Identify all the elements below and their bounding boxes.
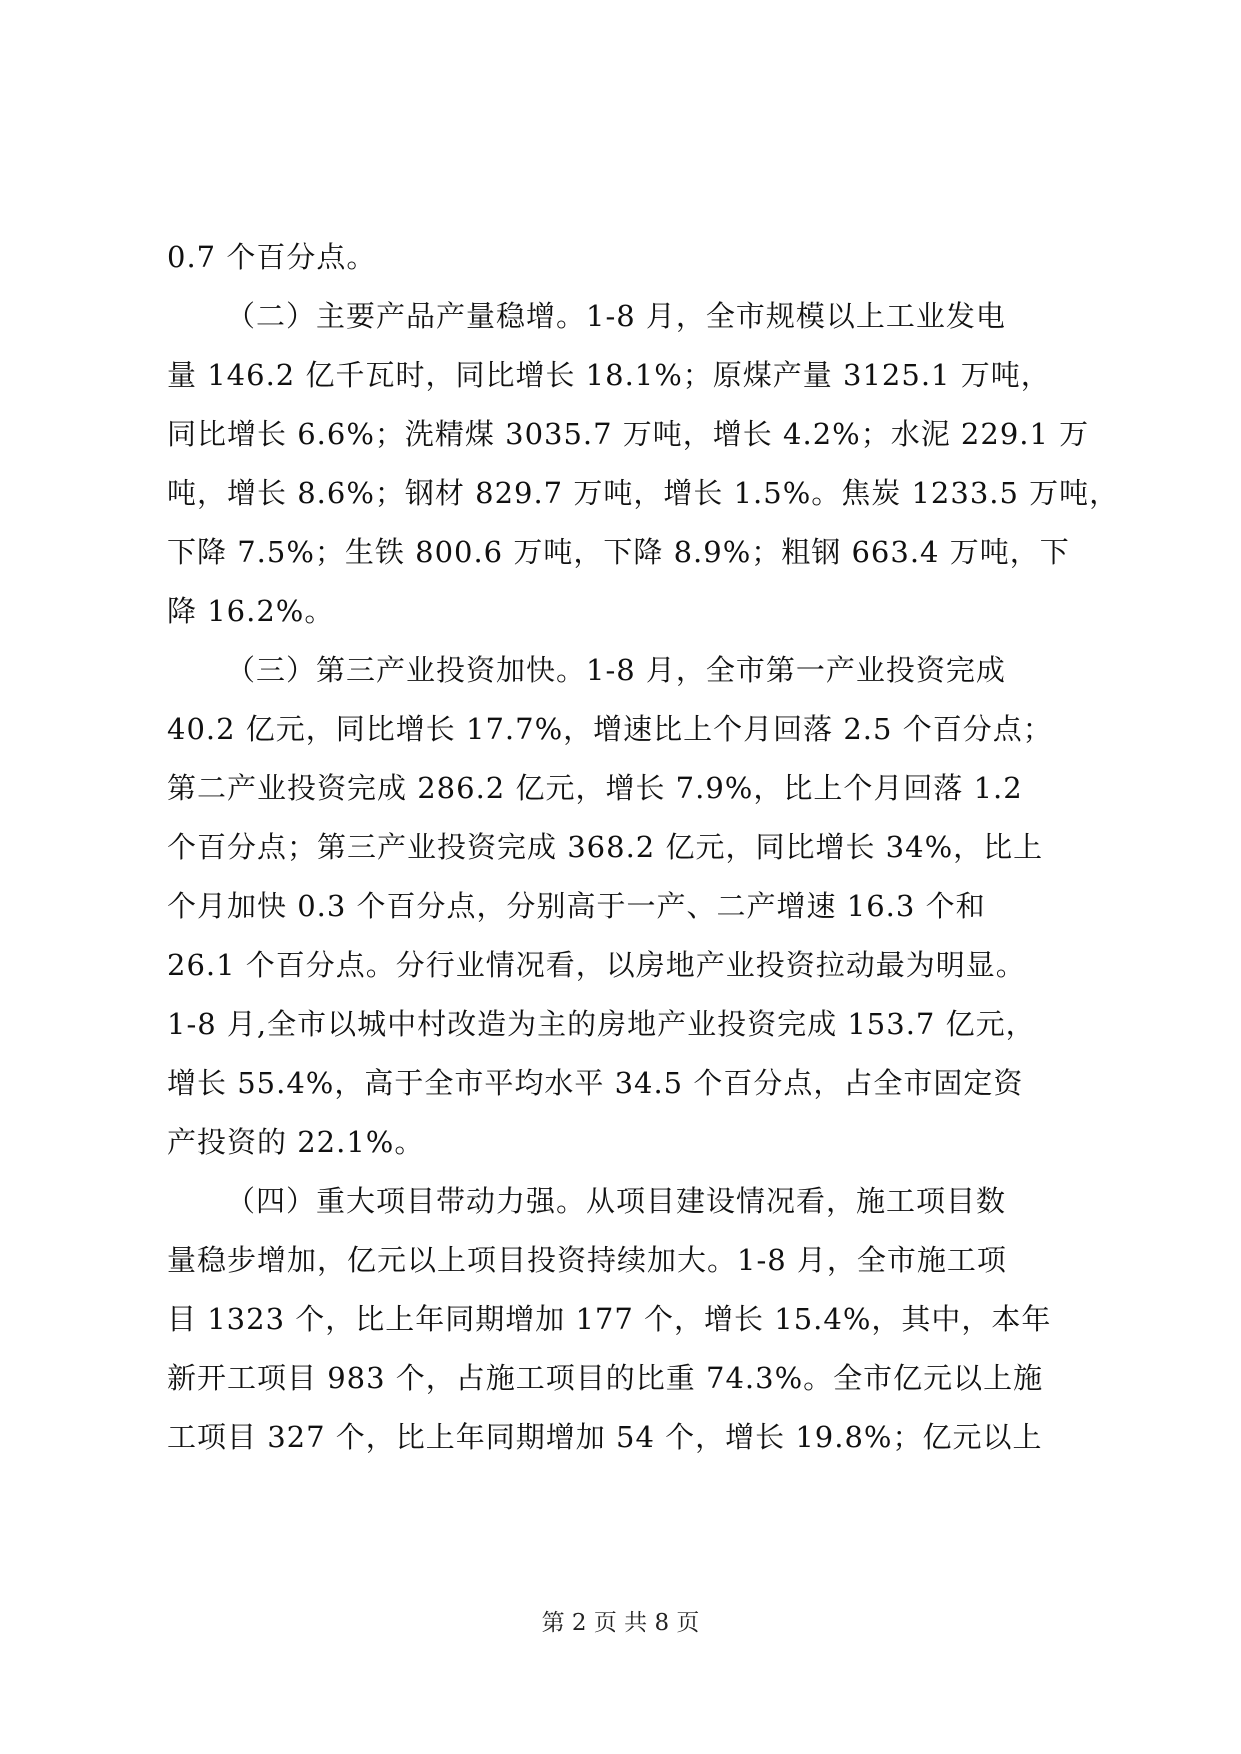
text-line: 同比增长 6.6%；洗精煤 3035.7 万吨，增长 4.2%；水泥 229.1 万 <box>167 417 1090 451</box>
text-line: 目 1323 个，比上年同期增加 177 个，增长 15.4%，其中，本年 <box>167 1302 1052 1336</box>
text-line: 量 146.2 亿千瓦时，同比增长 18.1%；原煤产量 3125.1 万吨， <box>167 358 1051 392</box>
text-line: 工项目 327 个，比上年同期增加 54 个，增长 19.8%；亿元以上 <box>167 1420 1043 1454</box>
section-heading-line: （四）重大项目带动力强。从项目建设情况看，施工项目数 <box>226 1184 1007 1218</box>
text-line: 个月加快 0.3 个百分点，分别高于一产、二产增速 16.3 个和 <box>167 889 986 923</box>
text-line: 下降 7.5%；生铁 800.6 万吨，下降 8.9%；粗钢 663.4 万吨，下 <box>167 535 1070 569</box>
text-line: 吨，增长 8.6%；钢材 829.7 万吨，增长 1.5%。焦炭 1233.5 万吨， <box>167 476 1120 510</box>
page-footer <box>0 1608 1241 1638</box>
text-line: 降 16.2%。 <box>167 594 335 628</box>
text-line: 新开工项目 983 个，占施工项目的比重 74.3%。全市亿元以上施 <box>167 1361 1044 1395</box>
text-line: 第二产业投资完成 286.2 亿元，增长 7.9%，比上个月回落 1.2 <box>167 771 1023 805</box>
text-line: 1-8 月,全市以城中村改造为主的房地产业投资完成 153.7 亿元， <box>167 1007 1036 1041</box>
text-line: 增长 55.4%，高于全市平均水平 34.5 个百分点，占全市固定资 <box>167 1066 1024 1100</box>
page-number-label: 第 2 页 共 8 页 <box>541 1610 700 1636</box>
text-line: 26.1 个百分点。分行业情况看，以房地产业投资拉动最为明显。 <box>167 948 1026 982</box>
text-line: 个百分点；第三产业投资完成 368.2 亿元，同比增长 34%，比上 <box>167 830 1044 864</box>
section-heading-line: （二）主要产品产量稳增。1-8 月，全市规模以上工业发电 <box>226 299 1006 333</box>
section-heading-line: （三）第三产业投资加快。1-8 月，全市第一产业投资完成 <box>226 653 1006 687</box>
text-line: 产投资的 22.1%。 <box>167 1125 425 1159</box>
text-line: 40.2 亿元，同比增长 17.7%，增速比上个月回落 2.5 个百分点； <box>167 712 1053 746</box>
text-line: 量稳步增加，亿元以上项目投资持续加大。1-8 月，全市施工项 <box>167 1243 1007 1277</box>
body-text <box>167 228 1120 1467</box>
text-line: 0.7 个百分点。 <box>167 240 377 274</box>
